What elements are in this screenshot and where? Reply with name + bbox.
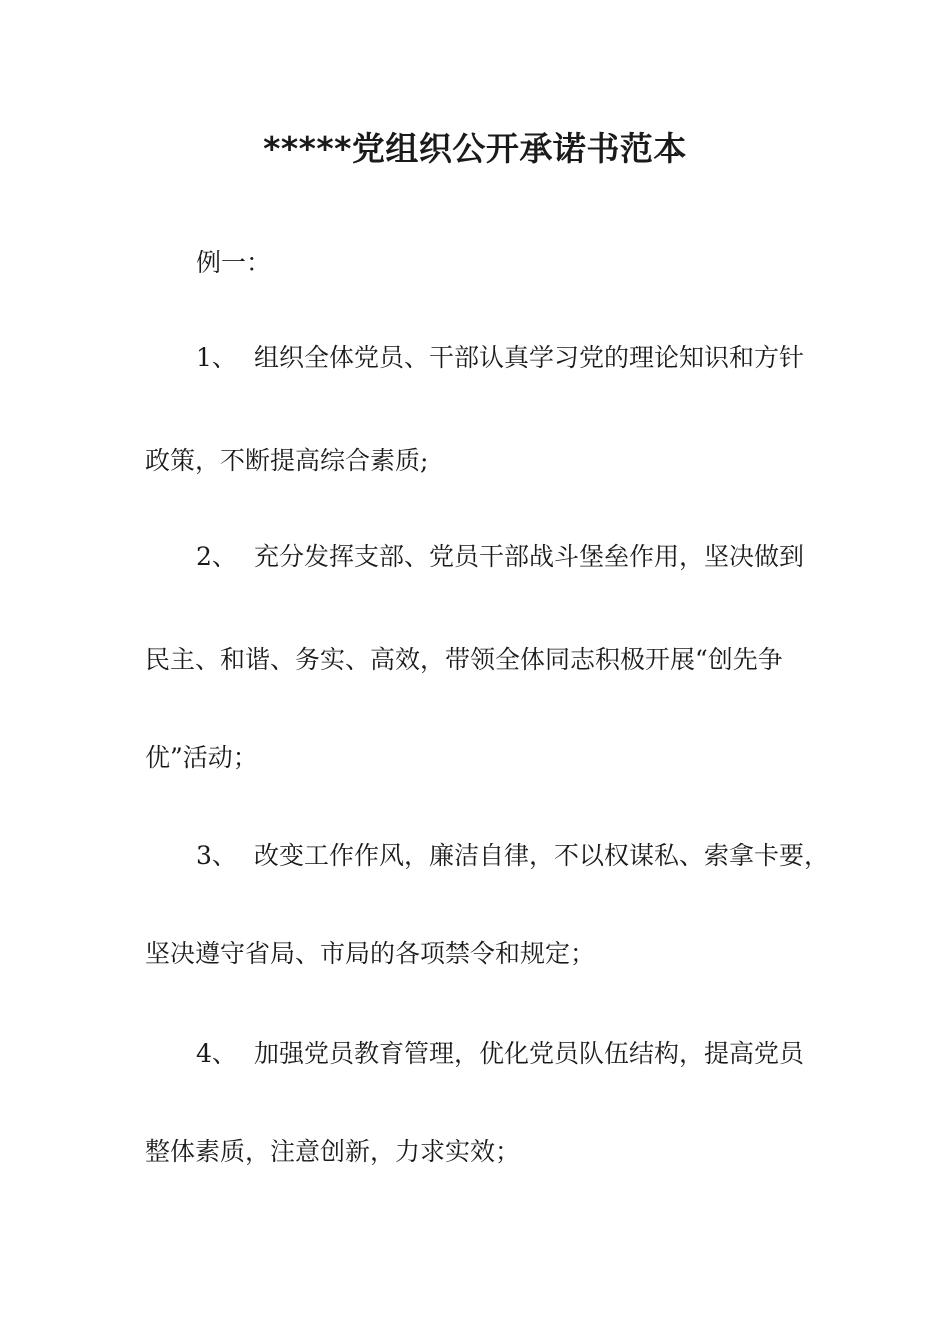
- document-title: *****党组织公开承诺书范本: [263, 129, 687, 168]
- list-item-1-first-line: [145, 338, 861, 378]
- list-item-2-line-3: 优”活动；: [145, 743, 258, 772]
- list-item-number: 4、: [196, 1039, 237, 1068]
- list-item-2-first-line: [145, 537, 861, 577]
- list-item-text: 组织全体党员、干部认真学习党的理论知识和方针: [254, 343, 805, 372]
- list-item-text: 加强党员教育管理，优化党员队伍结构，提高党员: [254, 1039, 805, 1068]
- list-item-2-line-2: 民主、和谐、务实、高效，带领全体同志积极开展“创先争: [145, 645, 783, 674]
- list-item-4-first-line: [145, 1034, 861, 1074]
- list-item-number: 1、: [196, 343, 237, 372]
- list-item-4-line-2: 整体素质，注意创新，力求实效；: [145, 1137, 521, 1166]
- list-item-text: 改变工作作风，廉洁自律，不以权谋私、索拿卡要，: [254, 841, 830, 870]
- list-item-number: 2、: [196, 542, 237, 571]
- list-item-3-first-line: [145, 836, 861, 876]
- list-item-1-line-2: 政策，不断提高综合素质;: [145, 446, 429, 475]
- list-item-number: 3、: [196, 841, 237, 870]
- example-label: 例一：: [196, 248, 272, 277]
- list-item-text: 充分发挥支部、党员干部战斗堡垒作用，坚决做到: [254, 542, 805, 571]
- list-item-3-line-2: 坚决遵守省局、市局的各项禁令和规定；: [145, 939, 596, 968]
